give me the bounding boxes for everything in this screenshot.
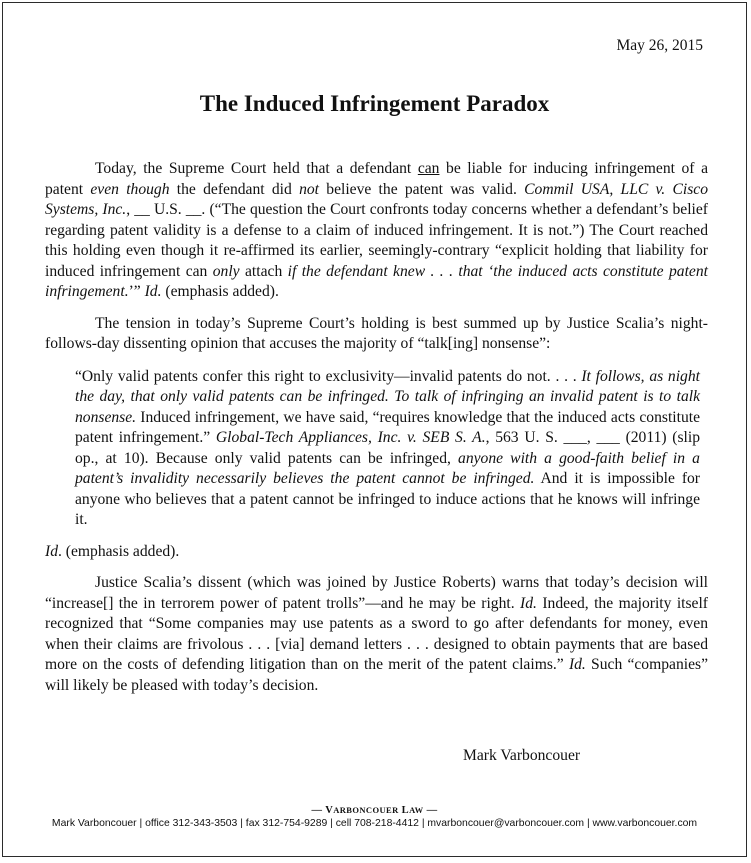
quote-citation xyxy=(45,542,708,563)
emphasis-italic: anyone with a good-faith belief in a patent’s invalidity necessarily believes the patent cannot be infringed. xyxy=(75,449,700,487)
document-title: The Induced Infringement Paradox xyxy=(199,91,550,116)
letterhead-footer xyxy=(3,805,746,829)
document-page xyxy=(2,2,747,857)
text-run: ’” xyxy=(128,283,145,300)
text-run: the defendant did xyxy=(169,180,300,198)
id-citation: Id xyxy=(45,542,58,560)
text-run: Indeed, the majority itself recognized that “Some companies may use patents as a sword to go after defendants for money, even when their claims are frivolous . . . [via] demand letters . . . designed to obtain payments that are based more on the costs of defending litigation than on the merit of the patent claims.” xyxy=(45,594,708,673)
text-run: Today, the Supreme Court held that a defendant xyxy=(95,160,418,177)
firm-smallcaps: ARBONCOUER xyxy=(333,805,399,815)
text-run: Such “companies” will likely be pleased with today’s decision. xyxy=(45,656,708,694)
document-date: May 26, 2015 xyxy=(616,37,703,54)
text-run: “Only valid patents confer this right to exclusivity—invalid patents do not. . . . xyxy=(75,367,582,385)
firm-smallcaps: AW xyxy=(409,805,424,815)
emphasis-italic: only xyxy=(212,262,240,280)
paragraph-3 xyxy=(45,573,708,696)
text-run: be liable for inducing infringement of a patent xyxy=(45,160,708,198)
emphasis-italic: not xyxy=(299,180,319,198)
contact-line: Mark Varboncouer | office 312-343-3503 | fax 312-754-9289 | cell 708-218-4412 | mvarboncouer@varboncouer.com | www.varboncouer.com xyxy=(51,818,698,829)
text-run: , __ U.S. __. (“The question the Court confronts today concerns whether a defendant’s belief regarding patent validity is a defense to a claim of induced infringement. It is not.”) The Court reached this holding even though it re-affirmed its earlier, seemingly-contrary “explicit holding that liability for induced infringement can xyxy=(45,201,708,280)
text-run: , 563 U. S. ___, ___ (2011) (slip op., at 10). Because only valid patents can be infringed, xyxy=(75,429,700,467)
block-quote xyxy=(75,367,700,531)
id-citation: Id. xyxy=(568,656,586,673)
firm-initial: V xyxy=(325,805,334,816)
firm-name xyxy=(3,805,746,816)
text-run: attach xyxy=(239,262,288,280)
text-run: (emphasis added). xyxy=(161,283,279,300)
case-citation: Global-Tech Appliances, Inc. v. SEB S. A. xyxy=(215,429,486,446)
text-run: And it is impossible for anyone who believes that a patent cannot be infringed to induce actions that he knows will infringe it. xyxy=(75,470,701,528)
paragraph-2: The tension in today’s Supreme Court’s holding is best summed up by Justice Scalia’s night-follows-day dissenting opinion that accuses the majority of “talk[ing] nonsense”: xyxy=(45,314,708,352)
firm-dash: — xyxy=(423,805,438,816)
text-run: Induced infringement, we have said, “requires knowledge that the induced acts constitute patent infringement.” xyxy=(75,408,700,446)
case-citation: Commil USA, LLC v. Cisco Systems, Inc. xyxy=(45,180,708,218)
id-citation: Id. xyxy=(520,594,537,612)
paragraph-1 xyxy=(45,159,708,303)
firm-dash: — xyxy=(311,805,326,816)
emphasis-italic: even though xyxy=(90,180,170,198)
text-run: . (emphasis added). xyxy=(58,542,180,560)
emphasis-underline: can xyxy=(417,160,440,177)
emphasis-italic: It follows, as night the day, that only valid patents can be infringed. To talk of infringing an invalid patent is to talk nonsense. xyxy=(75,367,700,426)
document-body xyxy=(45,159,708,696)
firm-initial: L xyxy=(401,805,410,816)
text-run: Justice Scalia’s dissent (which was joined by Justice Roberts) warns that today’s decision will “increase[] the in terrorem power of patent trolls”—and he may be right. xyxy=(45,574,708,612)
signature: Mark Varboncouer xyxy=(463,747,581,764)
text-run: believe the patent was valid. xyxy=(319,180,525,198)
id-citation: Id. xyxy=(144,283,162,300)
emphasis-italic: if the defendant knew . . . that ‘the induced acts constitute patent infringement. xyxy=(45,262,708,300)
